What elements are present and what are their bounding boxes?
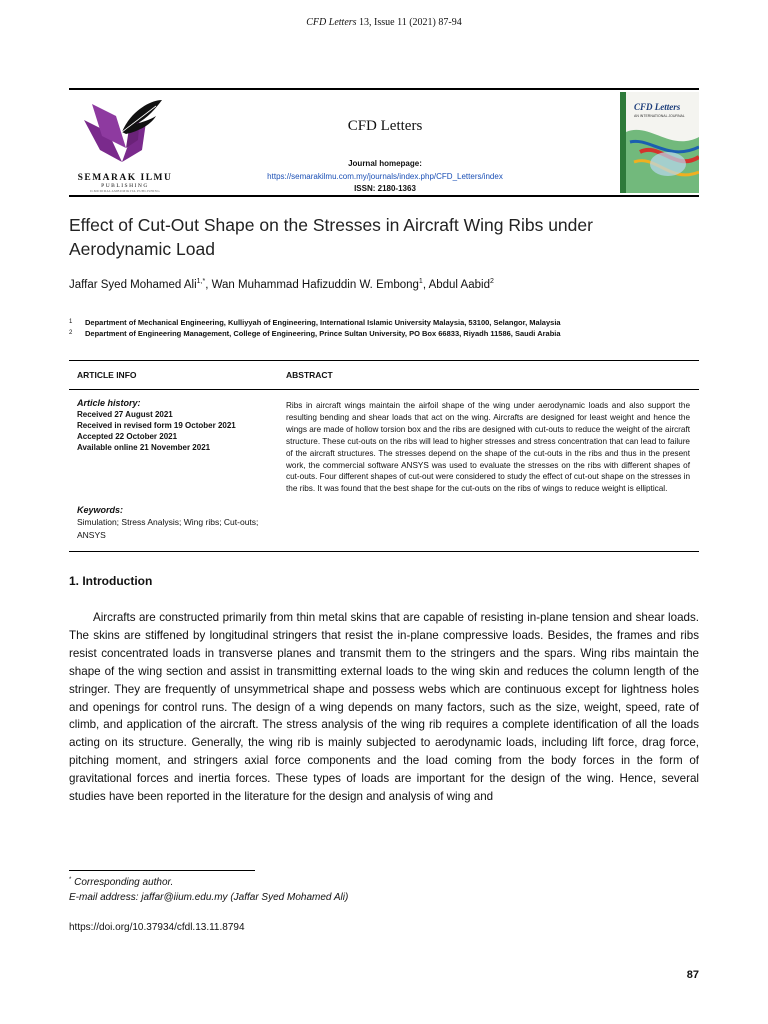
affiliation-text: Department of Mechanical Engineering, Kulliyyah of Engineering, International Islamic University Malaysia, 53100, Selangor, Malaysia [85,318,561,327]
history-accepted: Accepted 22 October 2021 [77,432,178,441]
homepage-link[interactable]: https://semarakilmu.com.my/journals/index.php/CFD_Letters/index [267,171,503,181]
running-head-journal: CFD Letters [306,17,357,28]
affiliation-1 [69,318,709,327]
history-received: Received 27 August 2021 [77,410,173,419]
author-list: Jaffar Syed Mohamed Ali$^{1,*}$, Wan Muhammad Hafizuddin W. Embong$^1$, Abdul Aabid$^2$ [69,278,494,291]
footnote-email: E-mail address: jaffar@iium.edu.my (Jaffar Syed Mohamed Ali) [69,892,349,903]
publisher-tagline: ILMUDIDALAMBUMIKITA PUBLISHING [89,189,160,193]
history-revised: Received in revised form 19 October 2021 [77,421,236,430]
cover-subtitle: AN INTERNATIONAL JOURNAL [634,114,685,118]
author-name: Abdul Aabid [428,279,490,291]
affiliation-number: 2 [69,330,73,336]
affiliation-number: 1 [69,319,73,325]
author-name: Jaffar Syed Mohamed Ali [69,279,197,291]
masthead-bottom-rule [69,195,699,197]
publisher-logo-text [70,173,180,193]
footnote-corresponding [69,877,709,888]
running-head [0,17,768,28]
journal-cover-image [620,92,699,193]
info-box-top-rule [69,360,699,361]
affiliation-text: Department of Engineering Management, College of Engineering, Prince Sultan University, PO Box 66833, Riyadh 11586, Saudi Arabia [85,329,561,338]
introduction-paragraph: Aircrafts are constructed primarily from thin metal skins that are capable of resisting in-plane tension and shear loads. The skins are stiffened by longitudinal stringers that resist the in-plane compressive loads. Besides, the frames and ribs resist concentrated loads in transverse planes and transmit them to the stringers and the spars. Wing ribs maintain the shape of the wing section and assist in transmitting external loads to the wing skin and reduces the column length of the stringer. They are frequently of unsymmetrical shape and possess webs which are continuous except for lightness holes and openings for control runs. The design of a wing depends on many factors, such as the size, weight, speed, rate of climb, and application of the aircraft. The stress analysis of the wing rib requires a complete identification of all the loads acting on its structure. Generally, the wing rib is mainly subjected to aerodynamic loads, including lift force, drag force, pitching moment, and stringers axial force components and the load coming from the body forces in the form of gravitational forces and inertia forces. These types of loads are important for the design of the wing. Hence, several studies have been reported in the literature for the design and analysis of wing and [69,611,699,804]
history-online: Available online 21 November 2021 [77,443,211,452]
homepage-label: Journal homepage: [348,159,422,168]
masthead-journal-title: CFD Letters [347,118,423,134]
paper-title: Effect of Cut-Out Shape on the Stresses in Aircraft Wing Ribs under Aerodynamic Load [69,215,593,259]
cover-title: CFD Letters [634,102,681,112]
running-head-issue: 13, Issue 11 (2021) 87-94 [359,17,462,28]
info-box-mid-rule [69,389,699,390]
book-quill-icon [70,92,180,172]
abstract-text: Ribs in aircraft wings maintain the airfoil shape of the wing under aerodynamic loads and also support the resulting bending and shear loads that act on the wing. Aircrafts are designed for least weight and hence the wings are made of hollow torsion box and the ribs are designed with cut-outs to reduce the weight of the aircraft structure. These cut-outs on the ribs will lead to higher stresses and stress concentration that can lead to failure of the aircraft structures. The stresses depend on the shape of the cut-outs in the ribs and thus in the present work, the commercial software ANSYS was used to evaluate the stresses on the ribs with different shapes of cut-outs. Four different shapes of cut-out were considered to study the effect of cut-out shape on the stresses in the ribs. It was found that the best shape for the cut-outs on the ribs of wings to reduce weight is elliptical. [286,401,690,494]
keywords-text: Simulation; Stress Analysis; Wing ribs; Cut-outs; ANSYS [77,517,259,540]
journal-homepage-block [230,158,540,196]
section-heading-introduction: 1. Introduction [69,574,153,588]
issn: ISSN: 2180-1363 [354,184,416,193]
keywords-block [77,504,267,541]
abstract-heading: ABSTRACT [286,370,333,380]
article-info-heading: ARTICLE INFO [77,370,137,380]
affiliation-2 [69,329,709,338]
author-name: Wan Muhammad Hafizuddin W. Embong [211,279,419,291]
footnote-mark: * [69,877,72,883]
author-affil-mark: 1,* [196,278,206,285]
keywords-heading: Keywords: [77,505,124,515]
author-affil-mark: 1 [418,278,423,285]
footnote-rule [69,870,255,871]
doi-link[interactable]: https://doi.org/10.37934/cfdl.13.11.8794 [69,922,245,933]
info-box-bottom-rule [69,551,699,552]
article-history [77,398,267,453]
page-number: 87 [686,969,699,981]
article-history-heading: Article history: [77,398,141,408]
publisher-name: SEMARAK ILMU [77,173,173,183]
publisher-sub: PUBLISHING [101,183,149,189]
corresponding-author-label: Corresponding author. [74,877,174,888]
masthead-top-rule [69,88,699,90]
author-affil-mark: 2 [489,278,494,285]
